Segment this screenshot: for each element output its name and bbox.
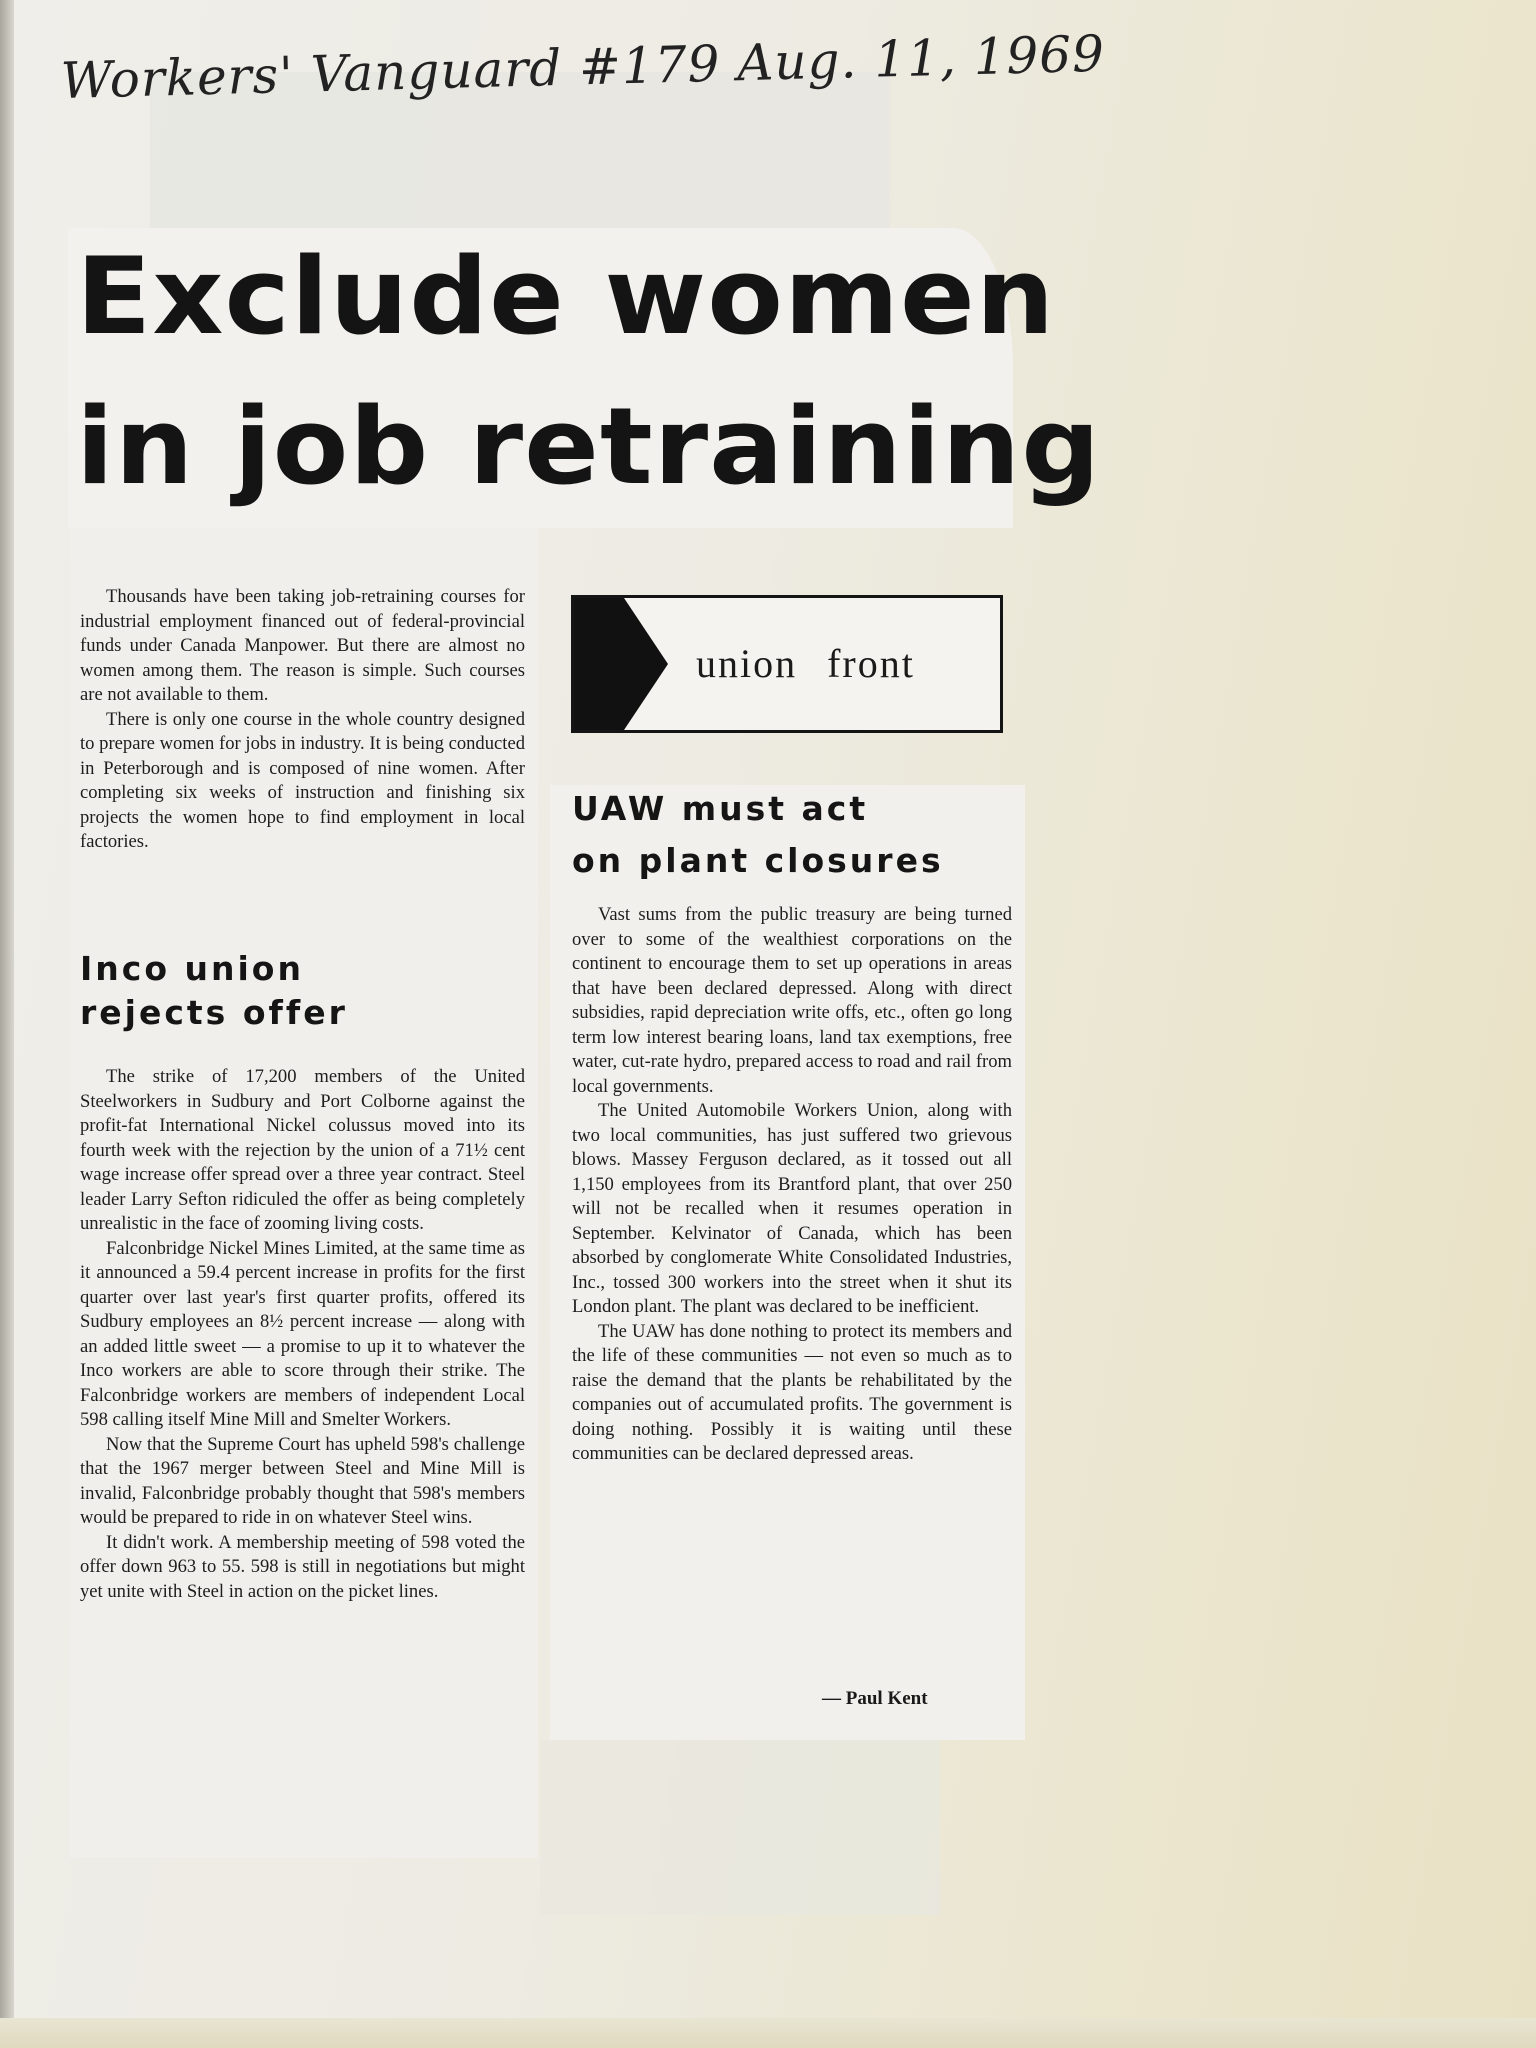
article-paragraph: Now that the Supreme Court has upheld 598's challenge that the 1967 merger between Steel and Mine Mill is invalid, Falconbridge probably thought that 598's members would be prepared to ride in on whatever Steel wins. <box>80 1433 525 1528</box>
inco-headline <box>80 947 348 1035</box>
banner-label: union front <box>696 641 915 686</box>
inco-headline-line-1: Inco union <box>80 949 304 988</box>
article-paragraph: The United Automobile Workers Union, along with two local communities, has just suffered two grievous blows. Massey Ferguson declared, as it tossed out all 1,150 employees from its Brantford plant, that over 250 will not be recalled when it resumes operation in September. Kelvinator of Canada, which has been absorbed by conglomerate White Consolidated Industries, Inc., tossed 300 workers into the street when it shut its London plant. The plant was declared to be inefficient. <box>572 1100 1012 1317</box>
uaw-headline <box>572 783 944 887</box>
headline-line-2: in job retraining <box>76 385 1102 508</box>
uaw-article-body <box>572 903 1012 1467</box>
article-paragraph: The strike of 17,200 members of the United Steelworkers in Sudbury and Port Colborne against the profit-fat International Nickel colussus moved into its fourth week with the rejection by the union of a 71½ cent wage increase offer spread over a three year contract. Steel leader Larry Sefton ridiculed the offer as being completely unrealistic in the face of zooming living costs. <box>80 1066 525 1234</box>
handwritten-note: Workers' Vanguard #179 Aug. 11, 1969 <box>60 24 1106 110</box>
uaw-headline-line-2: on plant closures <box>572 841 944 880</box>
arrow-icon <box>624 598 668 730</box>
banner-block <box>574 598 624 730</box>
inco-headline-line-2: rejects offer <box>80 993 348 1032</box>
main-headline <box>76 222 1101 522</box>
byline: — Paul Kent <box>822 1688 928 1709</box>
page-bottom-edge <box>0 2018 1536 2048</box>
headline-line-1: Exclude women <box>76 235 1056 358</box>
article-paragraph: Vast sums from the public treasury are being turned over to some of the wealthiest corporations on the continent to encourage them to set up operations in areas that have been declared depressed. Along with direct subsidies, rapid depreciation write offs, etc., often go long term low interest bearing loans, land tax exemptions, free water, cut-rate hydro, prepared access to road and rail from local governments. <box>572 904 1012 1097</box>
underlying-clipping-ghost-lower <box>540 1740 940 1915</box>
inco-article-body <box>80 1065 525 1604</box>
union-front-banner <box>571 595 1003 733</box>
page-left-edge <box>0 0 14 2048</box>
article-paragraph: Thousands have been taking job-retraining courses for industrial employment financed out of federal-provincial funds under Canada Manpower. But there are almost no women among them. The reason is simple. Such courses are not available to them. <box>80 586 525 705</box>
article-paragraph: Falconbridge Nickel Mines Limited, at the same time as it announced a 59.4 percent increase in profits for the first quarter over last year's first quarter profits, offered its Sudbury employees an 8½ percent increase — along with an added little sweet — a promise to up it to whatever the Inco workers are able to score through their strike. The Falconbridge workers are members of independent Local 598 calling itself Mine Mill and Smelter Workers. <box>80 1237 525 1430</box>
article-paragraph: There is only one course in the whole country designed to prepare women for jobs in industry. It is being conducted in Peterborough and is composed of nine women. After completing six weeks of instruction and finishing six projects the women hope to find employment in local factories. <box>80 708 525 852</box>
article-paragraph: It didn't work. A membership meeting of 598 voted the offer down 963 to 55. 598 is still in negotiations but might yet unite with Steel in action on the picket lines. <box>80 1531 525 1602</box>
article-paragraph: The UAW has done nothing to protect its members and the life of these communities — not even so much as to raise the demand that the plants be rehabilitated by the companies out of accumulated profits. The government is doing nothing. Possibly it is waiting until these communities can be declared depressed areas. <box>572 1320 1012 1464</box>
uaw-headline-line-1: UAW must act <box>572 789 869 828</box>
women-retraining-article <box>80 585 525 855</box>
